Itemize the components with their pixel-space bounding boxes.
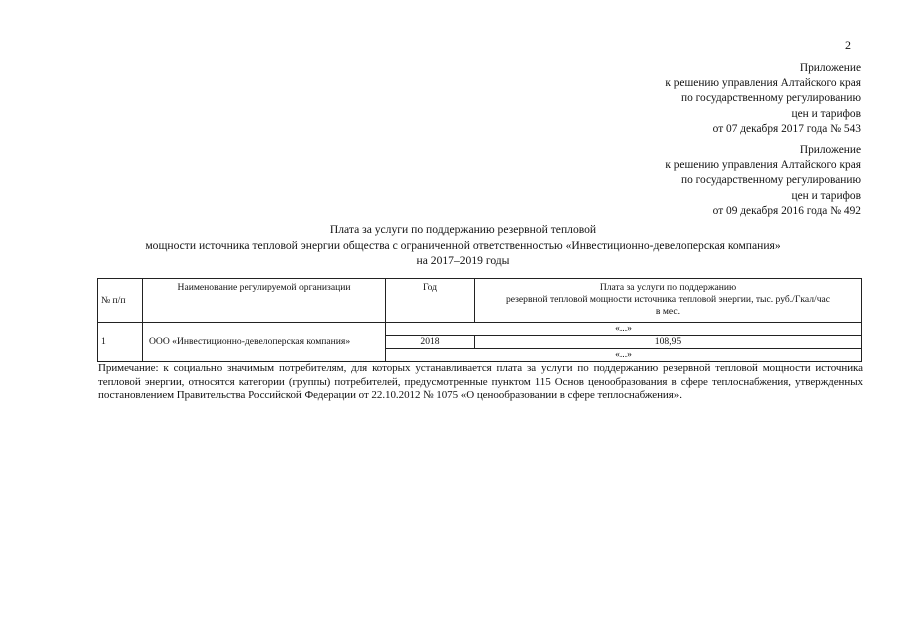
appendix-line: Приложение [799,62,861,74]
header-year: Год [386,279,475,323]
row-value: 108,95 [475,336,862,349]
title-line: Плата за услуги по поддержанию резервной тепловой [329,223,597,236]
row-organization: ООО «Инвестиционно-девелоперская компания» [143,323,386,362]
appendix-line: по государственному регулированию [680,174,861,187]
header-organization: Наименование регулируемой организации [143,279,386,323]
row-omitted-below: «...» [386,349,862,362]
page-number: 2 [845,38,851,52]
appendix-line: к решению управления Алтайского края [665,77,861,90]
appendix-header-current [665,61,861,137]
appendix-line: по государственному регулированию [680,92,861,105]
appendix-line: цен и тарифов [791,189,861,202]
header-fee-line: резервной тепловой мощности источника тепловой энергии, тыс. руб./Гкал/час [505,294,831,305]
row-num: 1 [98,323,143,362]
row-year: 2018 [386,336,475,349]
appendix-line: цен и тарифов [791,107,861,120]
row-omitted-above: «...» [386,323,862,336]
title-line: мощности источника тепловой энергии общества с ограниченной ответственностью «Инвестиционно-девелоперская компания» [145,238,781,252]
appendix-header-previous [665,143,861,219]
header-fee [475,279,862,323]
appendix-line: Приложение [799,144,861,156]
appendix-line: от 07 декабря 2017 года № 543 [712,122,861,135]
header-fee-line: Плата за услуги по поддержанию [599,282,737,293]
appendix-line: к решению управления Алтайского края [665,159,861,172]
header-fee-line: в мес. [655,306,681,317]
title-line: на 2017–2019 годы [416,254,510,267]
header-num: № п/п [98,279,143,323]
tariff-table [97,278,862,362]
table-row [98,323,862,336]
appendix-line: от 09 декабря 2016 года № 492 [712,204,861,217]
note-paragraph: Примечание: к социально значимым потребителям, для которых устанавливается плата за услуги по поддержанию резервной тепловой мощности источника тепловой энергии, относятся категории (группы) потребителей, предусмотренные пунктом 115 Основ ценообразования в сфере теплоснабжения, утвержденных постановлением Правительства Российской Федерации от 22.10.2012 № 1075 «О ценообразовании в сфере теплоснабжения». [98,362,863,402]
table-header-row [98,279,862,323]
document-title [0,222,903,269]
